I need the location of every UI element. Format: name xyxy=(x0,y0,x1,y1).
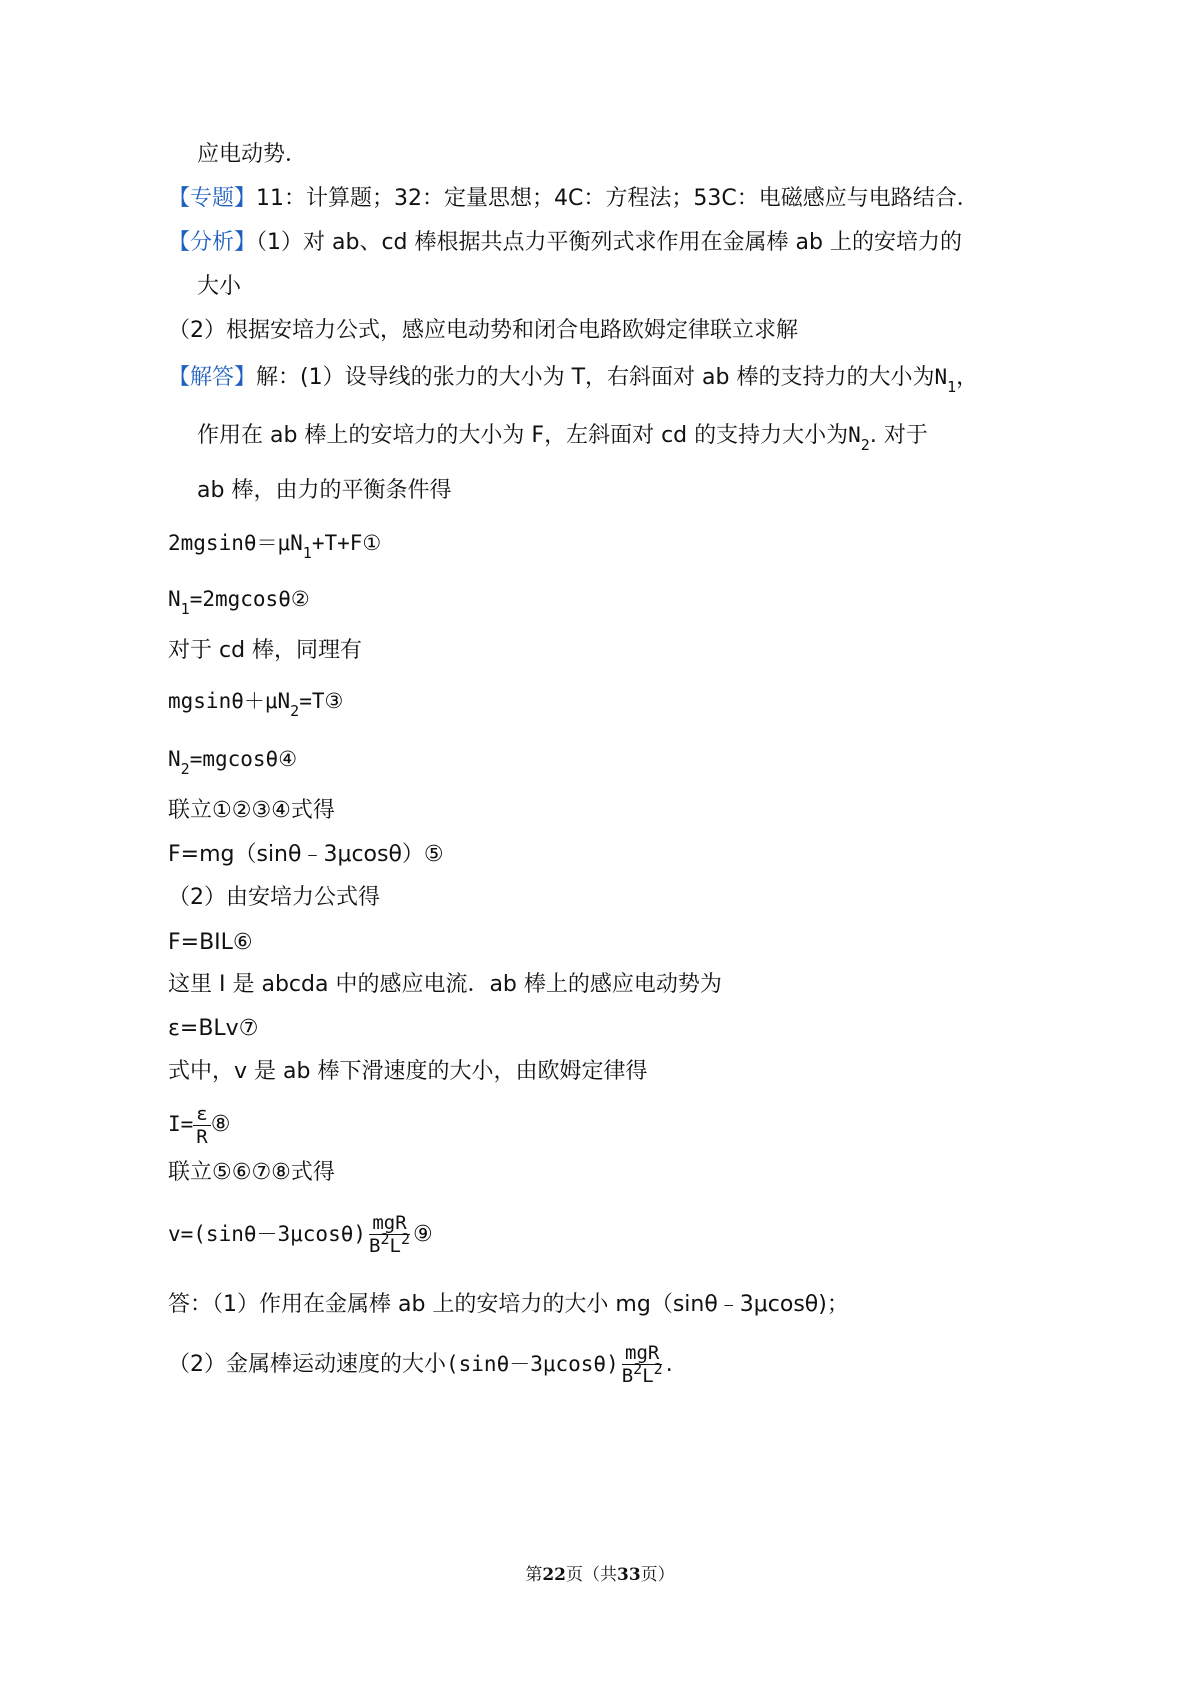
solution-line xyxy=(168,362,978,394)
equation-number: ⑧ xyxy=(210,1112,231,1137)
equation-text: 2mgsinθ＝μN xyxy=(168,531,303,555)
fraction xyxy=(619,1342,666,1388)
equation-3 xyxy=(168,686,343,718)
text: 大小 xyxy=(197,274,242,299)
page-footer xyxy=(0,1560,1200,1585)
superscript: 2 xyxy=(400,1230,410,1248)
equation-text: =T③ xyxy=(299,689,344,713)
equation-5 xyxy=(168,840,444,870)
equation-7 xyxy=(168,1014,258,1044)
text-line xyxy=(168,1057,647,1087)
text: . 对于 xyxy=(869,423,928,448)
equation-8 xyxy=(168,1100,230,1149)
subscript: 1 xyxy=(947,378,957,396)
equation-text: ε=BLv⑦ xyxy=(168,1016,259,1041)
text: 这里 I 是 abcda 中的感应电流．ab 棒上的感应电动势为 xyxy=(168,972,722,997)
superscript: 2 xyxy=(653,1360,663,1378)
analysis-line xyxy=(168,228,962,258)
equation-1 xyxy=(168,528,381,560)
text-line xyxy=(168,796,335,826)
equation-text: mgsinθ＋μN xyxy=(168,689,291,713)
den-symbol: B xyxy=(369,1235,381,1257)
equation-text: =mgcosθ④ xyxy=(189,747,298,771)
answer-text: 答：（1）作用在金属棒 ab 上的安培力的大小 mg（sinθ﹣3μcosθ)； xyxy=(168,1292,849,1317)
equation-number: ⑨ xyxy=(412,1222,433,1247)
denominator: R xyxy=(196,1125,208,1148)
text-line xyxy=(168,316,798,346)
topic-tag: 【专题】 xyxy=(168,186,257,211)
answer-line xyxy=(168,1290,849,1320)
answer-line-2 xyxy=(168,1338,673,1391)
equation-4 xyxy=(168,744,297,776)
equation-text: v=(sinθ－3μcosθ) xyxy=(168,1222,367,1246)
solution-text: 解：(1）设导线的张力的大小为 T，右斜面对 ab 棒的支持力的大小为 xyxy=(256,365,935,390)
equation-text: +T+F① xyxy=(311,531,382,555)
equation-2 xyxy=(168,584,310,616)
den-symbol: L xyxy=(642,1365,654,1387)
text-line xyxy=(168,883,380,913)
text-line xyxy=(168,636,362,666)
analysis-tag: 【分析】 xyxy=(168,230,257,255)
subscript: 2 xyxy=(180,760,190,778)
text: ， xyxy=(956,365,979,390)
text-line xyxy=(168,1158,335,1188)
text: 式中，v 是 ab 棒下滑速度的大小，由欧姆定律得 xyxy=(168,1059,648,1084)
denominator xyxy=(366,1230,413,1258)
text: ab 棒，由力的平衡条件得 xyxy=(197,478,452,503)
equation-text: F=mg（sinθ﹣3μcosθ）⑤ xyxy=(168,842,444,867)
text-line xyxy=(197,476,451,506)
den-symbol: B xyxy=(621,1365,634,1387)
text: 作用在 ab 棒上的安培力的大小为 F，左斜面对 cd 的支持力大小为 xyxy=(197,423,849,448)
topic-text: 11：计算题；32：定量思想；4C：方程法；53C：电磁感应与电路结合． xyxy=(256,186,979,211)
answer-text: （2）金属棒运动速度的大小 xyxy=(168,1352,446,1377)
subscript: 2 xyxy=(860,436,870,454)
numerator: ε xyxy=(193,1103,210,1126)
text: （2）根据安培力公式，感应电动势和闭合电路欧姆定律联立求解 xyxy=(168,318,798,343)
text-line xyxy=(197,420,928,452)
page-number: 22 xyxy=(542,1565,566,1585)
topic-line xyxy=(168,184,979,214)
solution-tag: 【解答】 xyxy=(168,365,257,390)
equation-text: I= xyxy=(168,1112,194,1136)
equation-9 xyxy=(168,1208,433,1261)
equation-text: N xyxy=(168,587,181,611)
den-symbol: L xyxy=(389,1235,401,1257)
equation-text: (sinθ－3μcosθ) xyxy=(446,1352,619,1376)
text: 联立①②③④式得 xyxy=(168,798,335,823)
text-line xyxy=(197,140,307,170)
numerator: mgR xyxy=(369,1212,409,1235)
footer-text: 第 xyxy=(525,1565,543,1585)
text: . xyxy=(665,1352,673,1377)
equation-text: N xyxy=(168,747,181,771)
text: （2）由安培力公式得 xyxy=(168,885,380,910)
equation-6 xyxy=(168,928,253,958)
footer-text: 页（共 xyxy=(566,1565,617,1585)
equation-text: F=BIL⑥ xyxy=(168,930,253,955)
fraction xyxy=(193,1103,210,1148)
numerator: mgR xyxy=(622,1342,662,1365)
text-line xyxy=(197,272,241,302)
text: 对于 cd 棒，同理有 xyxy=(168,638,363,663)
analysis-text: （1）对 ab、cd 棒根据共点力平衡列式求作用在金属棒 ab 上的安培力的 xyxy=(256,230,962,255)
equation-text: =2mgcosθ② xyxy=(189,587,310,611)
denominator xyxy=(619,1360,666,1388)
superscript: 2 xyxy=(633,1360,643,1378)
subscript: 2 xyxy=(290,702,300,720)
page-total: 33 xyxy=(617,1565,641,1585)
fraction xyxy=(366,1212,413,1258)
text-line xyxy=(168,970,722,1000)
footer-text: 页） xyxy=(640,1565,675,1585)
text: 应电动势． xyxy=(197,142,308,167)
superscript: 2 xyxy=(380,1230,390,1248)
subscript: 1 xyxy=(302,544,312,562)
subscript: 1 xyxy=(180,600,190,618)
symbol: N xyxy=(934,365,948,389)
symbol: N xyxy=(848,423,861,447)
text: 联立⑤⑥⑦⑧式得 xyxy=(168,1160,335,1185)
